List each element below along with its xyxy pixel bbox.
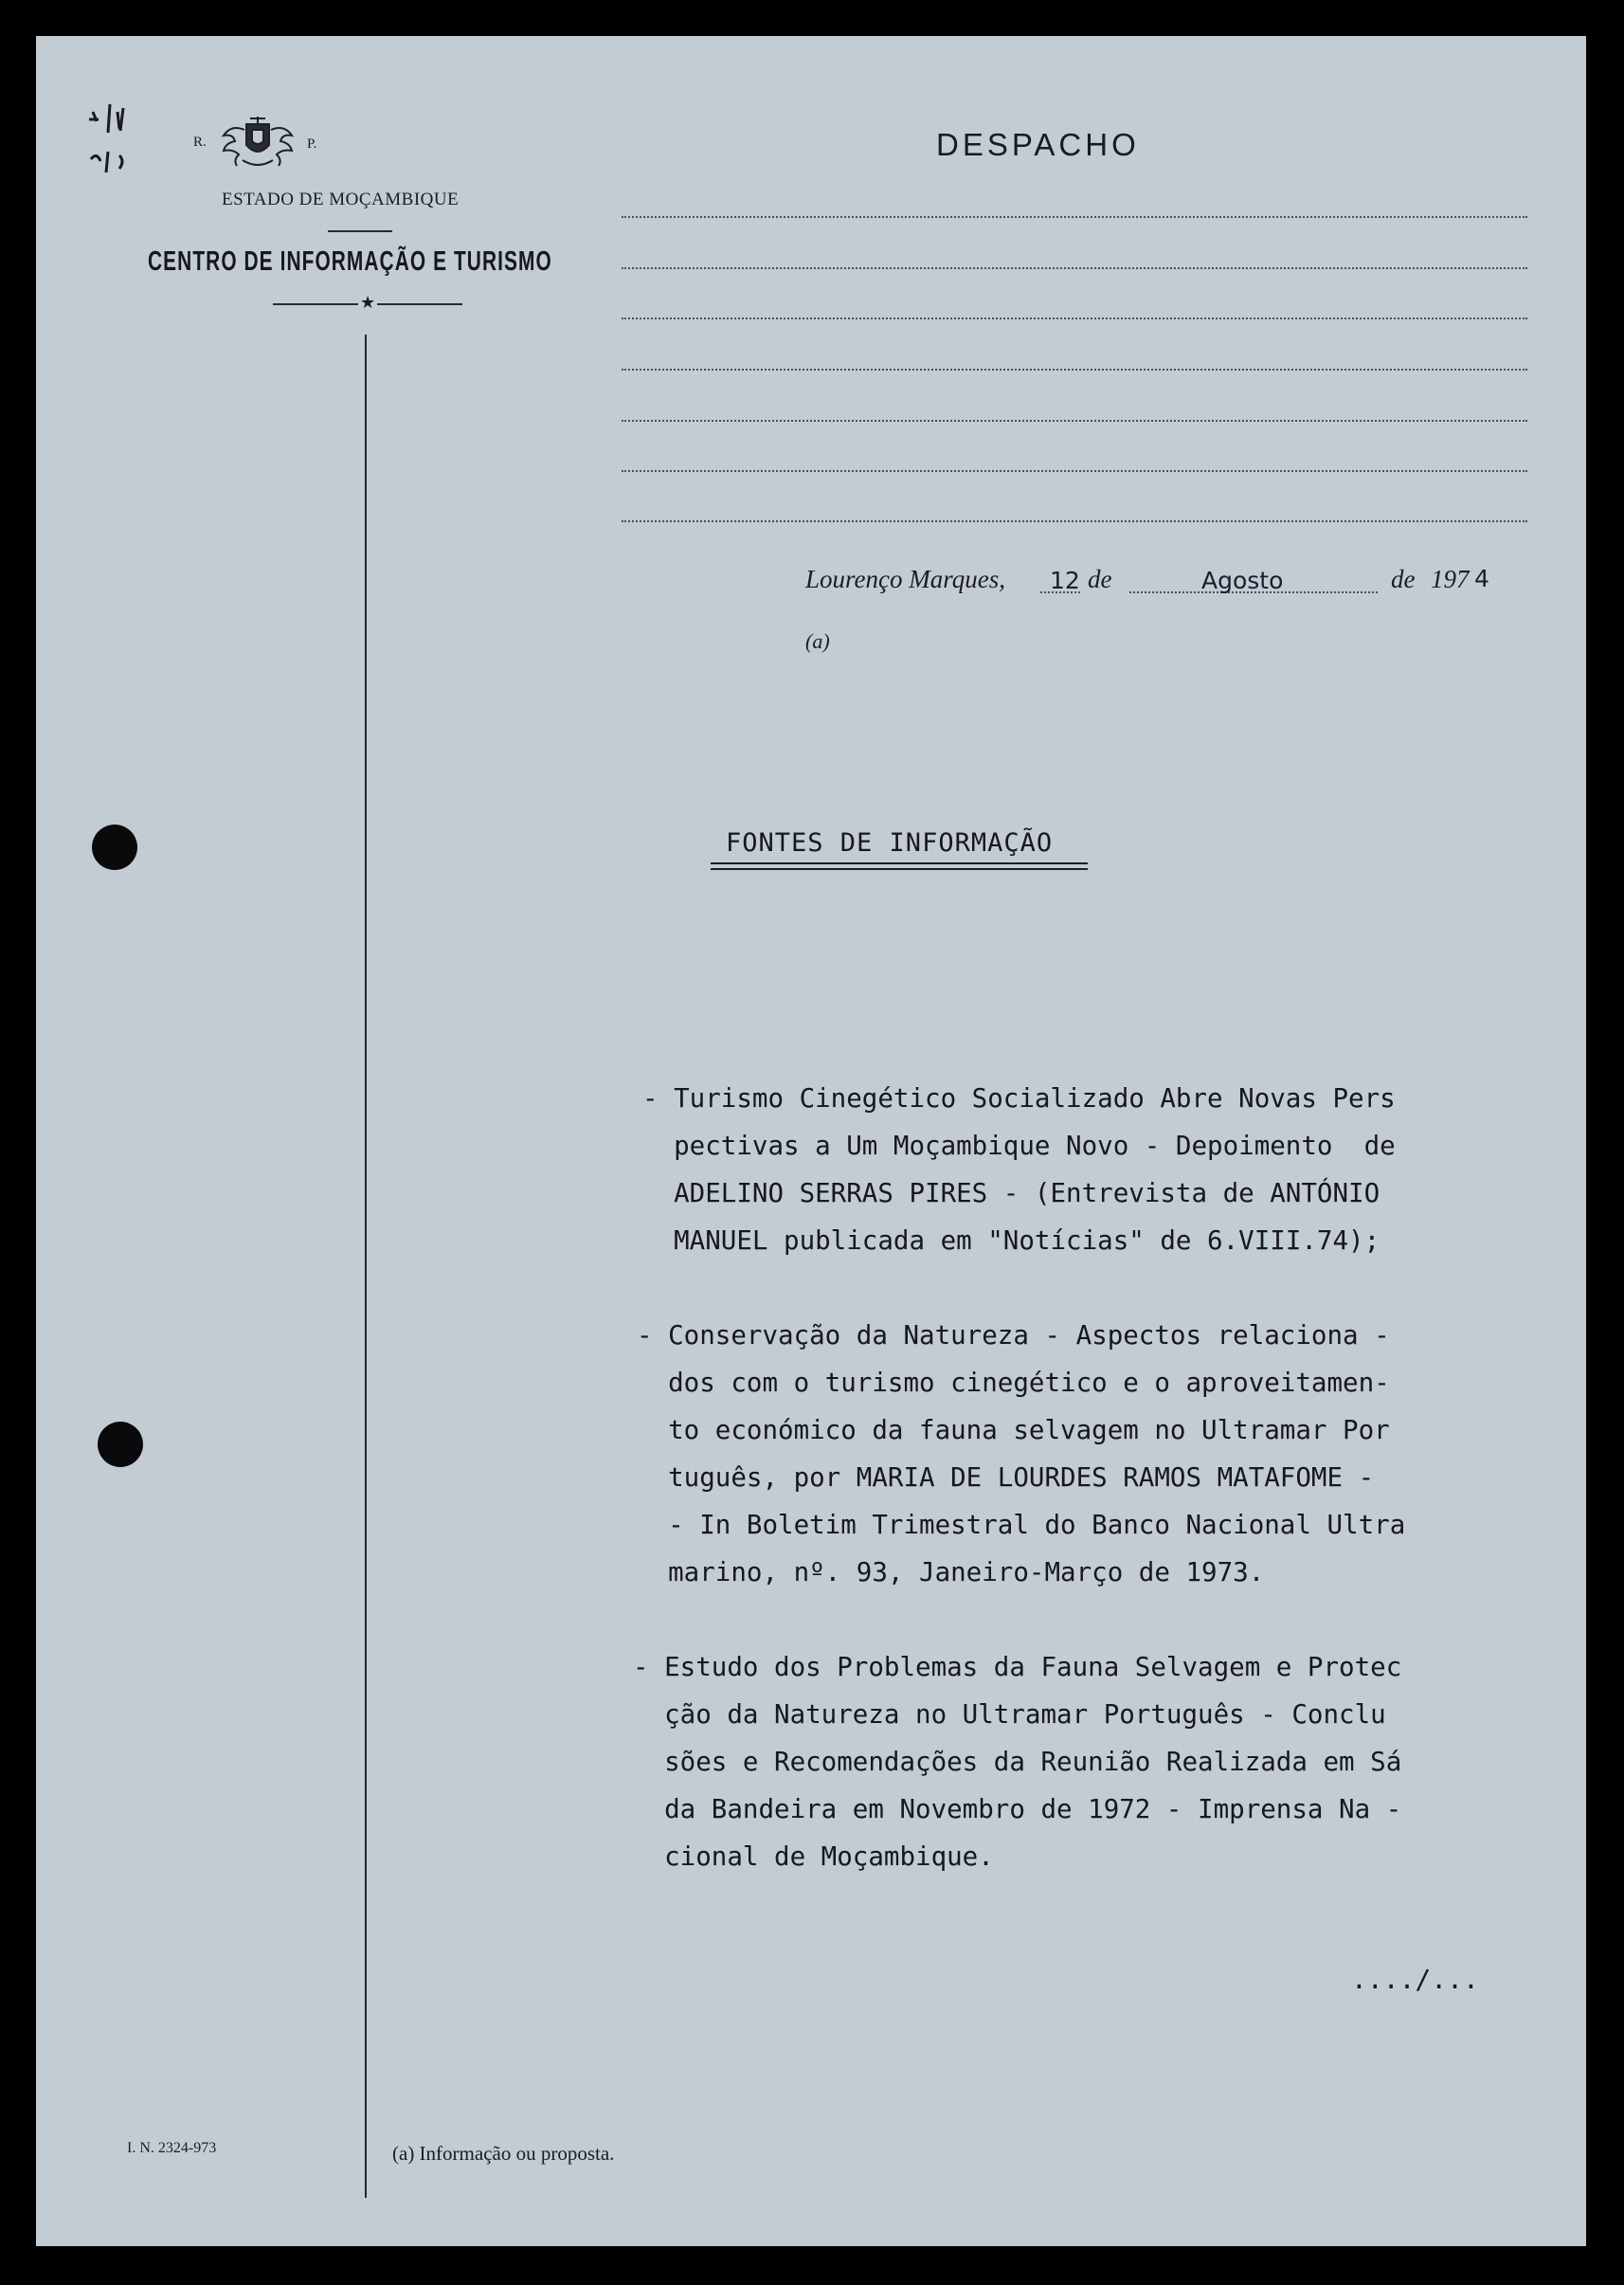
- margin-rule: [365, 335, 367, 2198]
- despacho-line: [622, 317, 1527, 319]
- item-line: tuguês, por MARIA DE LOURDES RAMOS MATAFOME -: [637, 1462, 1375, 1493]
- item-line: da Bandeira em Novembro de 1972 - Imprensa Na -: [633, 1794, 1402, 1824]
- item-line: sões e Recomendações da Reunião Realizada em Sá: [633, 1747, 1402, 1777]
- continuation-mark: ..../...: [1351, 1964, 1479, 1995]
- despacho-title: DESPACHO: [936, 127, 1140, 162]
- footnote: (a) Informação ou proposta.: [392, 2142, 615, 2165]
- item-line: - Turismo Cinegético Socializado Abre Novas Pers: [642, 1083, 1396, 1114]
- item-line: MANUEL publicada em "Notícias" de 6.VIII.74);: [642, 1225, 1380, 1256]
- day-value: 12: [1050, 567, 1080, 594]
- despacho-line: [622, 216, 1527, 218]
- de-label: de: [1391, 565, 1416, 593]
- item-line: - Estudo dos Problemas da Fauna Selvagem e Protec: [633, 1652, 1402, 1682]
- year-handwritten: 4: [1474, 565, 1489, 592]
- punch-hole: [98, 1422, 143, 1467]
- de-label: de: [1088, 565, 1112, 593]
- dateline: [805, 565, 1575, 603]
- item-line: ção da Natureza no Ultramar Português - Conclu: [633, 1699, 1386, 1730]
- coat-of-arms-emblem: [220, 111, 296, 172]
- punch-hole: [92, 825, 137, 870]
- short-divider: [328, 230, 392, 232]
- a-mark: (a): [805, 629, 830, 653]
- print-code: I. N. 2324-973: [127, 2140, 217, 2156]
- source-item-1: [642, 1075, 1396, 1264]
- rp-right-letter: P.: [307, 136, 317, 152]
- item-line: marino, nº. 93, Janeiro-Março de 1973.: [637, 1557, 1265, 1587]
- despacho-line: [622, 520, 1527, 522]
- item-line: ADELINO SERRAS PIRES - (Entrevista de ANTÓNIO: [642, 1178, 1380, 1208]
- star-icon: ★: [360, 293, 376, 313]
- estado-heading: ESTADO DE MOÇAMBIQUE: [222, 190, 460, 209]
- item-line: - Conservação da Natureza - Aspectos relaciona -: [637, 1320, 1390, 1351]
- source-item-3: [633, 1643, 1401, 1880]
- year-printed: 197: [1431, 565, 1470, 593]
- despacho-line: [622, 420, 1527, 422]
- item-line: - In Boletim Trimestral do Banco Nacional Ultra: [637, 1510, 1406, 1540]
- despacho-line: [622, 267, 1527, 269]
- month-value: Agosto: [1201, 567, 1284, 594]
- item-line: cional de Moçambique.: [633, 1841, 994, 1872]
- document-sheet: [36, 36, 1586, 2246]
- handwritten-annotation: [81, 93, 157, 188]
- despacho-line: [622, 470, 1527, 472]
- rp-left-letter: R.: [193, 135, 207, 150]
- section-title: FONTES DE INFORMAÇÃO: [726, 828, 1054, 858]
- item-line: pectivas a Um Moçambique Novo - Depoimento de: [642, 1131, 1396, 1161]
- item-line: dos com o turismo cinegético e o aproveitamen-: [637, 1368, 1390, 1398]
- despacho-line: [622, 369, 1527, 371]
- centro-heading: CENTRO DE INFORMAÇÃO E TURISMO: [148, 246, 552, 277]
- item-line: to económico da fauna selvagem no Ultramar Por: [637, 1415, 1390, 1445]
- title-underline: [711, 868, 1088, 870]
- place-label: Lourenço Marques,: [805, 565, 1005, 593]
- title-underline: [711, 862, 1088, 864]
- source-item-2: [637, 1312, 1405, 1596]
